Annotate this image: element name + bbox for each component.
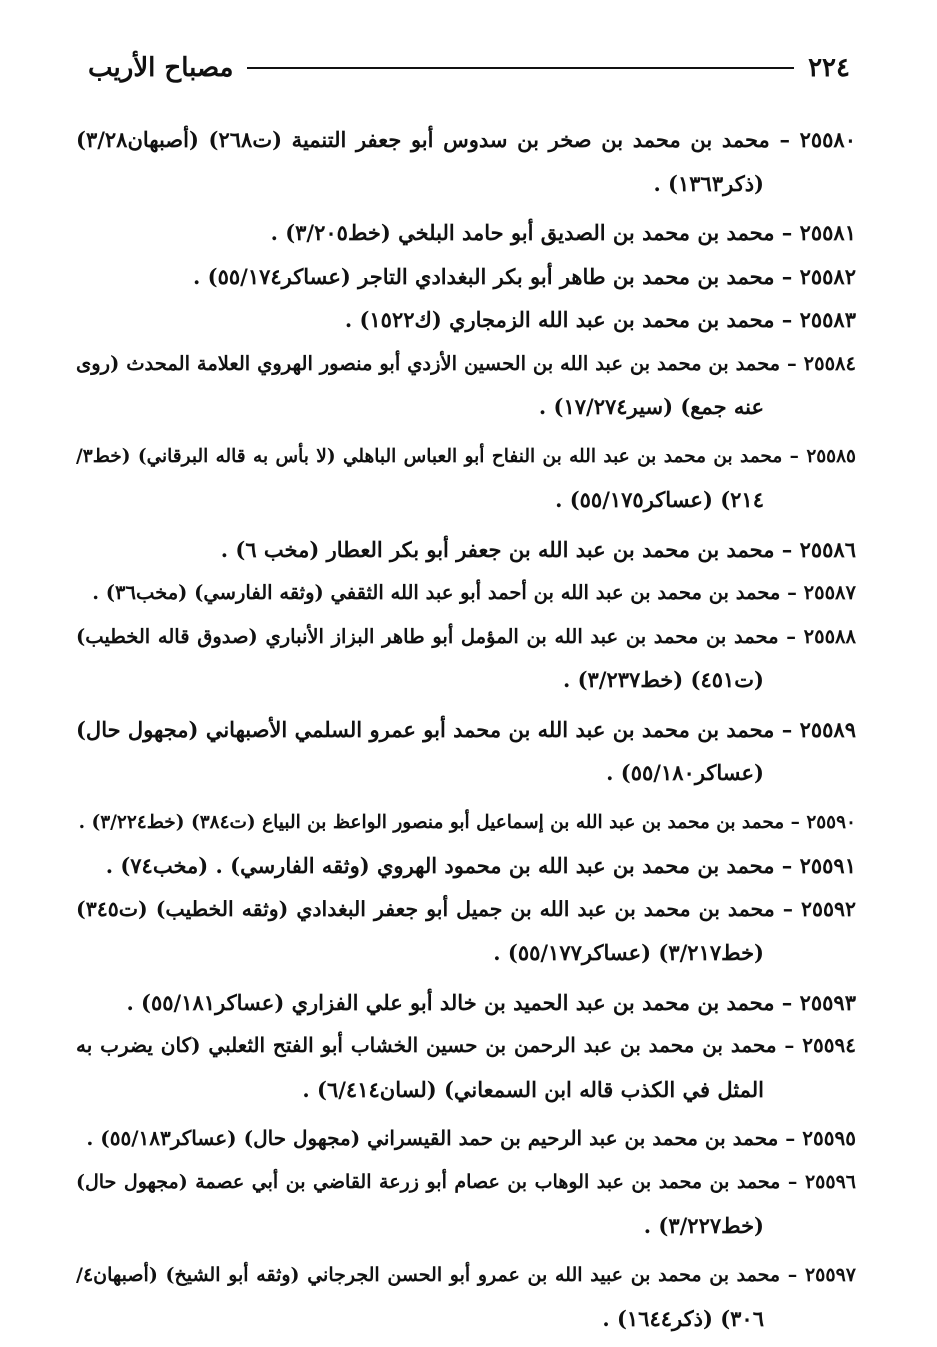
entry-line: ٢٥٥٨٤ – محمد بن محمد بن عبد الله بن الحسين الأزدي أبو منصور الهروي العلامة المحدث (روى <box>76 351 856 375</box>
entry-line: ٢٥٥٩٠ – محمد بن محمد بن عبد الله بن إسماعيل أبو منصور الواعظ بن البياع (ت٣٨٤) (خط٣/٢٢٤) . <box>78 811 856 833</box>
header-rule <box>247 67 794 69</box>
entry-continuation-line: المثل في الكذب قاله ابن السمعاني) (لسان٦/٤١٤) . <box>302 1076 764 1102</box>
entry-continuation-line: (ت٤٥١) (خط٣/٢٣٧) . <box>562 667 764 692</box>
entry <box>76 255 856 299</box>
entry-continuation-line: (خط٣/٢٢٧) . <box>643 1213 764 1238</box>
entry-line: ٢٥٥٩١ – محمد بن محمد بن عبد الله بن محمود الهروي (وثقه الفارسي) . (مخب٧٤) . <box>105 853 856 878</box>
entry <box>76 615 856 702</box>
entry <box>76 118 856 205</box>
book-title: مصباح الأريب <box>88 53 234 83</box>
entries-list <box>76 118 856 1347</box>
entry <box>76 844 856 888</box>
entry <box>76 298 856 342</box>
entry-line: ٢٥٥٨١ – محمد بن محمد بن الصديق أبو حامد البلخي (خط٣/٢٠٥) . <box>270 220 856 245</box>
page-header <box>88 48 850 88</box>
entry-line: ٢٥٥٩٢ – محمد بن محمد بن عبد الله بن جميل أبو جعفر البغدادي (وثقه الخطيب) (ت٣٤٥) <box>76 896 856 921</box>
entry-continuation-line: (خط٣/٢١٧) (عساكر٥٥/١٧٧) . <box>493 940 764 965</box>
entry-continuation-line: ٢١٤) (عساكر٥٥/١٧٥) . <box>555 487 764 512</box>
entry-continuation-line: (ذكر١٣٦٣) . <box>653 170 764 196</box>
entry <box>76 571 856 615</box>
entry <box>76 435 856 522</box>
entry-line: ٢٥٥٨٧ – محمد بن محمد بن عبد الله بن أحمد أبو عبد الله الثقفي (وثقه الفارسي) (مخب٣٦) . <box>92 581 856 604</box>
entry-line: ٢٥٥٨٩ – محمد بن محمد بن عبد الله بن محمد أبو عمرو السلمي الأصبهاني (مجهول حال) <box>76 716 856 742</box>
entry <box>76 888 856 975</box>
entry <box>76 342 856 429</box>
entry-line: ٢٥٥٨٣ – محمد بن محمد بن عبد الله الزمجاري (ك١٥٢٢) . <box>344 307 856 332</box>
entry-continuation-line: عنه جمع) (سير١٧/٢٧٤) . <box>538 394 764 419</box>
entry <box>76 211 856 255</box>
entry-continuation-line: ٣٠٦) (ذكر١٦٤٤) . <box>602 1306 764 1331</box>
entry-line: ٢٥٥٨٥ – محمد بن محمد بن عبد الله بن النفاح أبو العباس الباهلي (لا بأس به قاله البرقاني) (خط٣/ <box>76 445 856 467</box>
entry <box>76 1117 856 1161</box>
entry <box>76 1254 856 1341</box>
entry <box>76 708 856 795</box>
entry <box>76 528 856 572</box>
entry <box>76 801 856 845</box>
entry <box>76 1161 856 1248</box>
entry-line: ٢٥٥٩٤ – محمد بن محمد بن عبد الرحمن بن حسين الخشاب أبو الفتح الثعلبي (كان يضرب به <box>76 1033 856 1057</box>
entry-line: ٢٥٥٨٦ – محمد بن محمد بن عبد الله بن جعفر أبو بكر العطار (مخب ٦) . <box>220 536 856 562</box>
entry <box>76 1024 856 1111</box>
entry-line: ٢٥٥٩٣ – محمد بن محمد بن عبد الحميد بن خالد أبو علي الفزاري (عساكر٥٥/١٨١) . <box>126 989 856 1015</box>
entry-line: ٢٥٥٩٦ – محمد بن محمد بن عبد الوهاب بن عصام أبو زرعة القاضي بن أبي عصمة (مجهول حال) <box>76 1170 856 1193</box>
page-number: ٢٢٤ <box>808 53 850 83</box>
entry-line: ٢٥٥٩٥ – محمد بن محمد بن عبد الرحيم بن حمد القيسراني (مجهول حال) (عساكر٥٥/١٨٣) . <box>86 1126 856 1150</box>
entry-line: ٢٥٥٨٠ – محمد بن محمد بن صخر بن سدوس أبو جعفر التنمية (ت٢٦٨) (أصبهان٣/٢٨) <box>76 127 856 152</box>
entry-line: ٢٥٥٨٢ – محمد بن محمد بن طاهر أبو بكر البغدادي التاجر (عساكر٥٥/١٧٤) . <box>193 263 856 289</box>
entry <box>76 981 856 1025</box>
entry-continuation-line: (عساكر٥٥/١٨٠) . <box>606 760 764 785</box>
entry-line: ٢٥٥٨٨ – محمد بن محمد بن عبد الله بن المؤمل أبو طاهر البزاز الأنباري (صدوق قاله الخطيب) <box>76 624 856 648</box>
entry-line: ٢٥٥٩٧ – محمد بن محمد بن عبيد الله بن عمرو أبو الحسن الجرجاني (وثقه أبو الشيخ) (أصبهان٤/ <box>76 1263 856 1286</box>
